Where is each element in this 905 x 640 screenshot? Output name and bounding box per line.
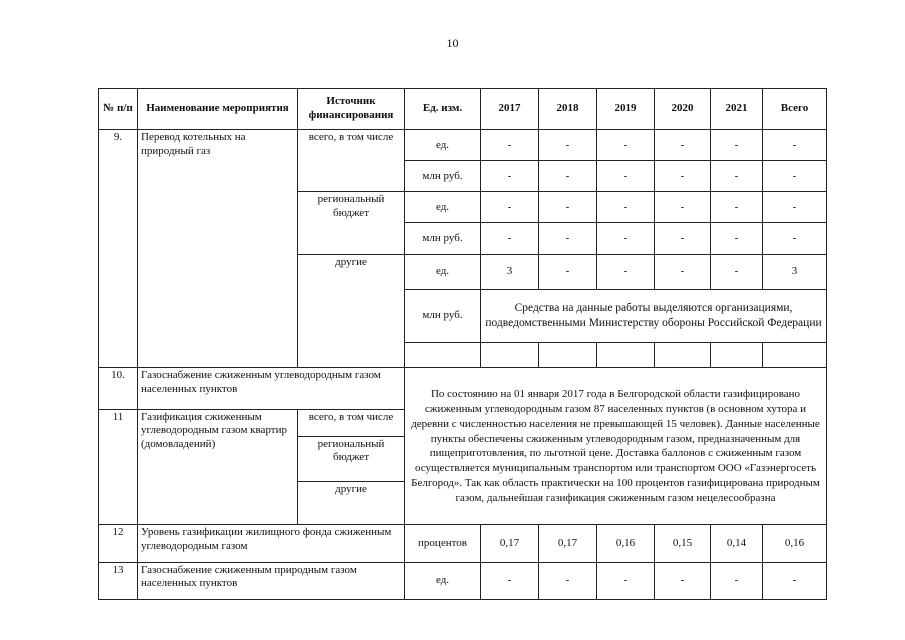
value-cell: 0,17 [481, 525, 539, 562]
total-cell: - [763, 562, 827, 599]
value-cell: - [481, 192, 539, 223]
header-num: № п/п [99, 89, 138, 130]
page-number: 10 [446, 36, 459, 50]
measure-name: Газоснабжение сжиженным углеводородным газом населенных пунктов [138, 368, 405, 409]
value-cell: 0,17 [539, 525, 597, 562]
measure-name: Газоснабжение сжиженным природным газом населенных пунктов [138, 562, 405, 599]
table-row [99, 562, 827, 599]
value-cell: - [539, 562, 597, 599]
value-cell: - [481, 562, 539, 599]
measure-name: Газификация сжиженным углеводородным газом квартир (домовладений) [138, 409, 298, 525]
value-cell: - [539, 130, 597, 161]
value-cell: 0,14 [711, 525, 763, 562]
measure-name: Перевод котельных на природный газ [138, 130, 298, 368]
empty-cell [539, 343, 597, 368]
empty-cell [597, 343, 655, 368]
header-year-2019: 2019 [597, 89, 655, 130]
empty-cell [711, 343, 763, 368]
header-year-2020: 2020 [655, 89, 711, 130]
value-cell: - [711, 254, 763, 289]
funding-note: Средства на данные работы выделяются организациями, подведомственными Министерству обороны Российской Федерации [481, 289, 827, 343]
measures-table [98, 88, 827, 600]
row-num: 13 [99, 562, 138, 599]
value-cell: - [481, 161, 539, 192]
value-cell: - [597, 562, 655, 599]
empty-cell [405, 343, 481, 368]
value-cell: 0,16 [597, 525, 655, 562]
table-row [99, 525, 827, 562]
unit-cell: млн руб. [405, 161, 481, 192]
total-cell: 3 [763, 254, 827, 289]
total-cell: - [763, 192, 827, 223]
value-cell: - [481, 223, 539, 254]
funding-source: всего, в том числе [298, 409, 405, 436]
funding-source: региональный бюджет [298, 436, 405, 482]
empty-cell [763, 343, 827, 368]
header-source: Источник финансирования [298, 89, 405, 130]
value-cell: - [481, 130, 539, 161]
header-unit: Ед. изм. [405, 89, 481, 130]
lpg-note: По состоянию на 01 января 2017 года в Белгородской области газифицировано сжиженным углеводородным газом 87 населенных пунктов (в основном хутора и деревни с численностью населения не превышающей 15 человек). Данные населенные пункты обеспечены сжиженным углеводородным газом, предназначенным для пищеприготовления, по льготной цене. Доставка баллонов с сжиженным газом осуществляется муниципальным транспортом или транспортом ООО «Газэнергосеть Белгород». Так как область практически на 100 процентов газифицирована природным газом, дальнейшая газификация сжиженным газом нецелесообразна [405, 368, 827, 525]
unit-cell: ед. [405, 562, 481, 599]
value-cell: - [655, 562, 711, 599]
value-cell: - [539, 254, 597, 289]
value-cell: - [711, 161, 763, 192]
value-cell: - [597, 223, 655, 254]
measure-name: Уровень газификации жилищного фонда сжиженным углеводородным газом [138, 525, 405, 562]
row-num: 9. [99, 130, 138, 368]
header-year-2021: 2021 [711, 89, 763, 130]
unit-cell: ед. [405, 130, 481, 161]
unit-cell: ед. [405, 192, 481, 223]
value-cell: 0,15 [655, 525, 711, 562]
value-cell: - [655, 130, 711, 161]
total-cell: - [763, 161, 827, 192]
funding-source: всего, в том числе [298, 130, 405, 192]
header-name: Наименование мероприятия [138, 89, 298, 130]
value-cell: 3 [481, 254, 539, 289]
value-cell: - [597, 192, 655, 223]
value-cell: - [539, 161, 597, 192]
row-num: 11 [99, 409, 138, 525]
value-cell: - [711, 130, 763, 161]
table-row [99, 130, 827, 161]
header-total: Всего [763, 89, 827, 130]
value-cell: - [597, 254, 655, 289]
value-cell: - [539, 192, 597, 223]
value-cell: - [655, 223, 711, 254]
value-cell: - [597, 161, 655, 192]
table-row [99, 368, 827, 409]
unit-cell: процентов [405, 525, 481, 562]
funding-source: другие [298, 254, 405, 368]
header-year-2017: 2017 [481, 89, 539, 130]
unit-cell: млн руб. [405, 223, 481, 254]
funding-source: региональный бюджет [298, 192, 405, 254]
value-cell: - [597, 130, 655, 161]
value-cell: - [711, 223, 763, 254]
row-num: 10. [99, 368, 138, 409]
value-cell: - [711, 192, 763, 223]
value-cell: - [655, 192, 711, 223]
header-row [99, 89, 827, 130]
value-cell: - [655, 254, 711, 289]
value-cell: - [539, 223, 597, 254]
total-cell: - [763, 130, 827, 161]
value-cell: - [711, 562, 763, 599]
empty-cell [655, 343, 711, 368]
funding-source: другие [298, 482, 405, 525]
total-cell: 0,16 [763, 525, 827, 562]
value-cell: - [655, 161, 711, 192]
unit-cell: млн руб. [405, 289, 481, 343]
header-year-2018: 2018 [539, 89, 597, 130]
row-num: 12 [99, 525, 138, 562]
total-cell: - [763, 223, 827, 254]
empty-cell [481, 343, 539, 368]
unit-cell: ед. [405, 254, 481, 289]
